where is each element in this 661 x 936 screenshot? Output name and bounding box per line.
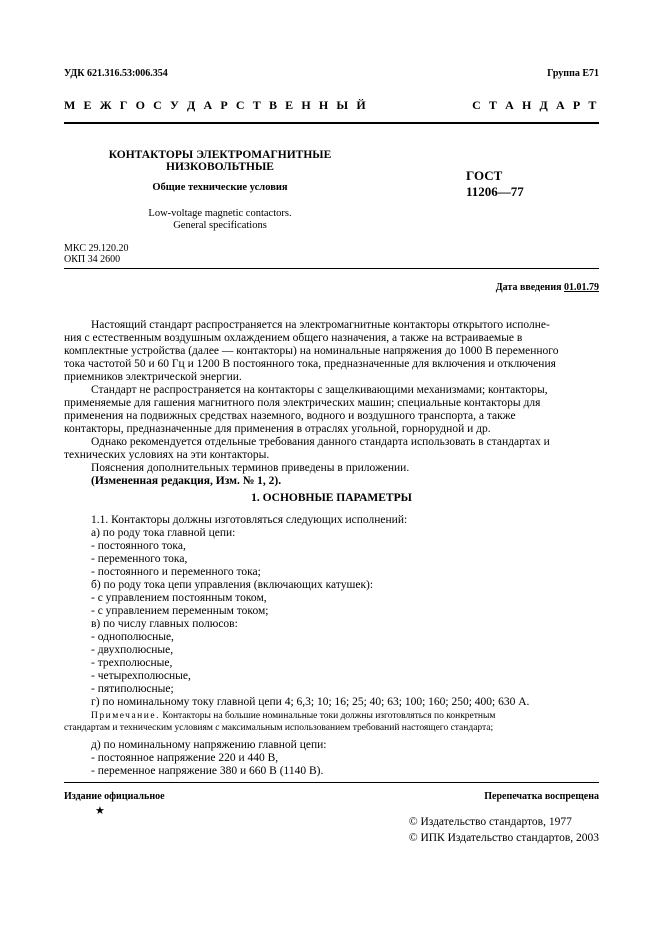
title-rule	[64, 268, 599, 269]
english-title	[100, 208, 340, 232]
list-item: - с управлением постоянным током,	[91, 592, 267, 604]
copyright-2003: © ИПК Издательство стандартов, 2003	[408, 832, 599, 844]
copyright-1977: © Издательство стандартов, 1977	[408, 816, 572, 828]
gost-designation	[466, 168, 524, 200]
note-label: Примечание.	[91, 711, 160, 721]
effective-date-label: Дата введения	[495, 282, 562, 293]
title-line-2: НИЗКОВОЛЬТНЫЕ	[166, 161, 274, 173]
copyright-block	[409, 814, 599, 846]
list-item: д) по номинальному напряжению главной цепи:	[91, 739, 327, 751]
star-icon: ★	[95, 805, 105, 817]
banner-interstate: М Е Ж Г О С У Д А Р С Т В Е Н Н Ы Й	[64, 98, 369, 112]
text-line: комплектные устройства (далее — контакторы) на номинальные напряжения до 1000 В переменного	[64, 345, 559, 357]
text-line: ния с естественным воздушным охлаждением общего назначения, а также на встраиваемые в	[64, 332, 523, 344]
udc-code: УДК 621.316.53:006.354	[64, 68, 168, 79]
section-1-list	[91, 514, 601, 709]
group-code: Группа Е71	[547, 68, 599, 79]
intro-text	[64, 319, 599, 488]
text-line: Стандарт не распространяется на контакторы с защелкивающими механизмами; контакторы,	[91, 384, 548, 396]
section-1-list-continued	[91, 739, 601, 778]
reprint-prohibited: Перепечатка воспрещена	[484, 791, 599, 802]
list-item: - постоянного тока,	[91, 540, 186, 552]
list-item: - постоянного и переменного тока;	[91, 566, 261, 578]
english-title-line-1: Low-voltage magnetic contactors.	[148, 208, 292, 219]
document-subtitle: Общие технические условия	[152, 182, 288, 193]
note-text: Контакторы на большие номинальные токи должны изготовляться по конкретным	[162, 711, 496, 721]
official-edition: Издание официальное	[64, 791, 165, 802]
list-item: в) по числу главных полюсов:	[91, 618, 238, 630]
note-line-2: стандартам и техническим условиям с максимальным использованием требований настоящего стандарта;	[64, 723, 494, 733]
text-line: тока частотой 50 и 60 Гц и 1200 В постоянного тока, предназначенные для включения и отключения	[64, 358, 556, 370]
note-line-1	[64, 710, 601, 722]
effective-date-value: 01.01.79	[564, 282, 599, 293]
effective-date	[496, 282, 599, 293]
list-item: - с управлением переменным током;	[91, 605, 269, 617]
text-line: технических условиях на эти контакторы.	[64, 449, 270, 461]
list-item: - двухполюсные,	[91, 644, 174, 656]
text-line: контакторы, предназначенные для применения в отраслях угольной, горнорудной и др.	[64, 423, 491, 435]
gost-number: 11206—77	[466, 184, 524, 199]
list-item: - однополюсные,	[91, 631, 174, 643]
footer-rule	[64, 782, 599, 783]
document-title	[100, 149, 340, 173]
list-item: 1.1. Контакторы должны изготовляться следующих исполнений:	[91, 514, 408, 526]
list-item: - переменное напряжение 380 и 660 В (1140 В).	[91, 765, 324, 777]
list-item: - трехполюсные,	[91, 657, 173, 669]
list-item: б) по роду тока цепи управления (включающих катушек):	[91, 579, 374, 591]
intro-paragraph-1	[64, 319, 599, 384]
text-line: Однако рекомендуется отдельные требования данного стандарта использовать в стандартах и	[91, 436, 550, 448]
amendment-note: (Измененная редакция, Изм. № 1, 2).	[91, 475, 282, 487]
section-heading: 1. ОСНОВНЫЕ ПАРАМЕТРЫ	[251, 492, 412, 504]
list-item: - пятиполюсные;	[91, 683, 174, 695]
okp-code: ОКП 34 2600	[64, 254, 121, 265]
mks-code: МКС 29.120.20	[64, 243, 129, 254]
intro-paragraph-2	[64, 384, 599, 436]
classification-codes	[64, 243, 128, 265]
list-item: - четырехполюсные,	[91, 670, 191, 682]
text-line: Пояснения дополнительных терминов приведены в приложении.	[91, 462, 410, 474]
text-line: применяемые для гашения магнитного поля электрических машин; специальные контакторы для	[64, 397, 541, 409]
list-item: г) по номинальному току главной цепи 4; 6,3; 10; 16; 25; 40; 63; 100; 160; 250; 400; 630 А.	[91, 696, 530, 708]
list-item: - переменного тока,	[91, 553, 188, 565]
text-line: приемников электрической энергии.	[64, 371, 242, 383]
header-rule	[64, 122, 599, 124]
intro-paragraph-4	[64, 462, 599, 475]
english-title-line-2: General specifications	[173, 220, 267, 231]
intro-paragraph-3	[64, 436, 599, 462]
list-item: - постоянное напряжение 220 и 440 В,	[91, 752, 279, 764]
gost-label: ГОСТ	[466, 168, 503, 183]
title-line-1: КОНТАКТОРЫ ЭЛЕКТРОМАГНИТНЫЕ	[108, 149, 332, 161]
text-line: применения на подвижных средствах наземного, водного и воздушного транспорта, а также	[64, 410, 516, 422]
note-block	[64, 710, 601, 734]
list-item: а) по роду тока главной цепи:	[91, 527, 236, 539]
banner-standard: С Т А Н Д А Р Т	[472, 98, 599, 112]
text-line: Настоящий стандарт распространяется на электромагнитные контакторы открытого исполне-	[91, 319, 550, 331]
